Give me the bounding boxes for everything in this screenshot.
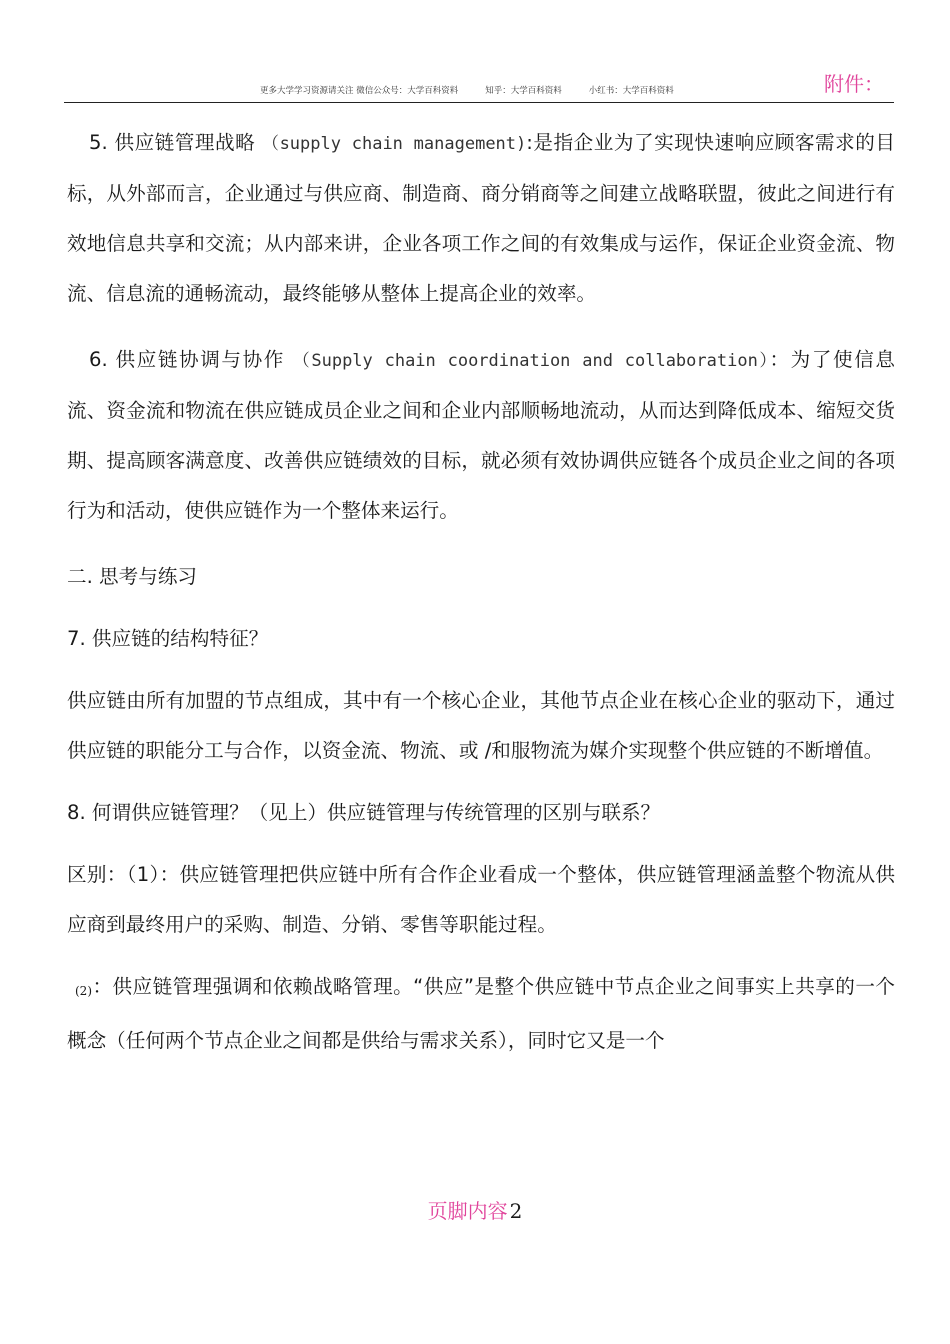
question-7: 7. 供应链的结构特征？ [67, 627, 269, 650]
answer-8-difference-2 [67, 962, 895, 1066]
section-6-line1-tail: ：为了 [769, 348, 834, 371]
section-5-paragraph [67, 118, 895, 319]
answer-8-difference-1 [67, 850, 895, 950]
section-5-line1-tail: :是指企业为了实现快速响应顾客 [526, 131, 816, 154]
section-6-paragraph [67, 335, 895, 536]
difference-1-text: 供应链管理把供应链中所有合作企业看成一个整体，供应链管理涵盖整个物流从供应商到最终用户的采购、制造、分销、零售等职能过程。 [67, 863, 895, 936]
part-2-heading: 二. 思考与练习 [67, 565, 198, 588]
difference-2-label: (2) [75, 984, 92, 998]
section-6-text: 使信息流、资金流和物流在供应链成员企业之间和企业内部顺畅地流动，从而达到降低成本、缩短交货期、提高顾客满意度、改善供应链绩效的目标，就必须有效协调供应链各个成员企业之间的各项行为和活动，使供应链作为一个整体来运行。 [67, 348, 896, 522]
header-note: 更多大学学习资源请关注 微信公众号：大学百科资料 知乎：大学百科资料 小红书：大学百科资料 [260, 86, 674, 96]
attachment-label: 附件： [824, 72, 884, 96]
document-body [67, 118, 895, 1066]
difference-2-text: ：供应链管理强调和依赖战略管理。“供应”是整个供应链中节点企业之间事实上共享的一个概念（任何两个节点企业之间都是供给与需求关系），同时它又是一个 [67, 975, 895, 1052]
page-footer [0, 1195, 950, 1224]
footer-label: 页脚内容 [427, 1199, 508, 1223]
answer-7: 供应链由所有加盟的节点组成，其中有一个核心企业，其他节点企业在核心企业的驱动下，通过供应链的职能分工与合作，以资金流、物流、或 /和服物流为媒介实现整个供应链的不断增值。 [67, 689, 895, 762]
difference-label: 区别：（1）： [67, 863, 180, 886]
section-5-english: （supply chain management) [262, 134, 527, 154]
section-6-title: 6. 供应链协调与协作 [89, 348, 285, 371]
section-6-english: （Supply chain coordination and collaboration） [292, 351, 770, 371]
page-number: 2 [509, 1199, 523, 1223]
section-5-title: 5. 供应链管理战略 [89, 131, 256, 154]
section-5-text: 需求的目标，从外部而言，企业通过与供应商、制造商、商分销商等之间建立战略联盟，彼此之间进行有效地信息共享和交流；从内部来讲，企业各项工作之间的有效集成与运作，保证企业资金流、物流、信息流的通畅流动，最终能够从整体上提高企业的效率。 [67, 131, 895, 305]
question-8: 8. 何谓供应链管理？（见上）供应链管理与传统管理的区别与联系？ [67, 801, 661, 824]
page-header [64, 64, 894, 103]
